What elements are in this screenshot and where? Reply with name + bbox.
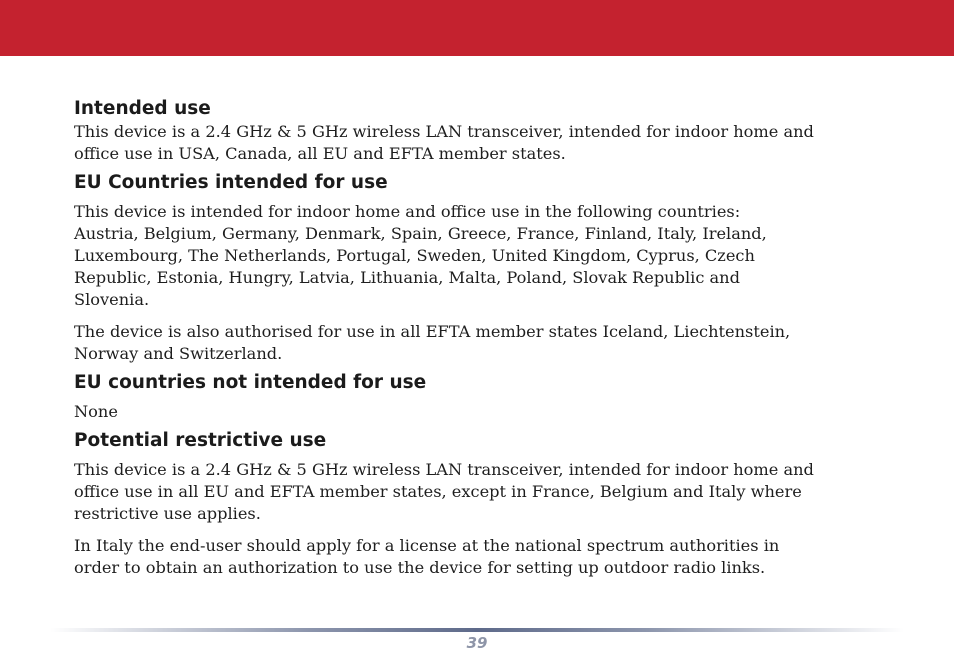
footer-divider	[50, 628, 904, 632]
text-line: restrictive use applies.	[74, 504, 261, 523]
section-heading-eu-countries-not-intended: EU countries not intended for use	[74, 372, 427, 393]
text-line: This device is a 2.4 GHz & 5 GHz wireless LAN transceiver, intended for indoor home and	[74, 460, 814, 479]
text-line: order to obtain an authorization to use the device for setting up outdoor radio links.	[74, 558, 766, 577]
text-line: Luxembourg, The Netherlands, Portugal, Sweden, United Kingdom, Cyprus, Czech	[74, 246, 755, 265]
paragraph	[74, 121, 894, 165]
text-line: This device is a 2.4 GHz & 5 GHz wireless LAN transceiver, intended for indoor home and	[74, 122, 814, 141]
section-heading-intended-use: Intended use	[74, 98, 211, 119]
text-line: Norway and Switzerland.	[74, 344, 283, 363]
paragraph	[74, 401, 894, 423]
text-line: office use in all EU and EFTA member states, except in France, Belgium and Italy where	[74, 482, 802, 501]
paragraph	[74, 201, 894, 311]
paragraph	[74, 535, 894, 579]
header-bar	[0, 0, 954, 56]
text-line: office use in USA, Canada, all EU and EFTA member states.	[74, 144, 566, 163]
paragraph	[74, 459, 894, 525]
paragraph	[74, 321, 894, 365]
text-line: This device is intended for indoor home and office use in the following countries:	[74, 202, 741, 221]
text-line: None	[74, 402, 118, 421]
section-heading-eu-countries-intended: EU Countries intended for use	[74, 172, 388, 193]
text-line: Slovenia.	[74, 290, 150, 309]
text-line: In Italy the end-user should apply for a license at the national spectrum authorities in	[74, 536, 780, 555]
section-heading-potential-restrictive-use: Potential restrictive use	[74, 430, 327, 451]
text-line: The device is also authorised for use in all EFTA member states Iceland, Liechtenstein,	[74, 322, 791, 341]
text-line: Austria, Belgium, Germany, Denmark, Spain, Greece, France, Finland, Italy, Ireland,	[74, 224, 767, 243]
text-line: Republic, Estonia, Hungry, Latvia, Lithuania, Malta, Poland, Slovak Republic and	[74, 268, 740, 287]
page-content	[74, 97, 894, 579]
page-number: 39	[466, 634, 488, 652]
